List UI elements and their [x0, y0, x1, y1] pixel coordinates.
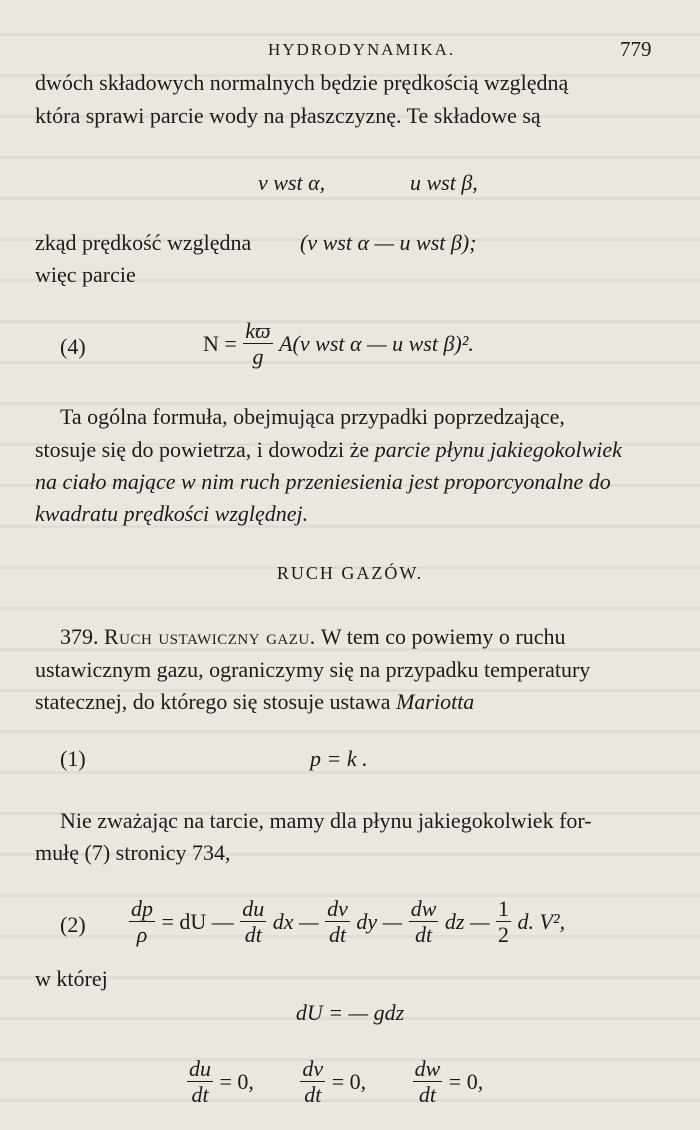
equation-4: [0, 320, 700, 376]
equation-lhs: N =: [203, 331, 237, 356]
equation-body: [186, 1058, 483, 1106]
fraction: $\frac{1}{2}$: [498, 896, 510, 947]
equation-term: = dU —: [161, 909, 234, 934]
fraction: $\frac{dw}{dt}$: [410, 896, 437, 947]
paragraph-line: w której: [35, 966, 108, 991]
equation-body: [203, 320, 474, 368]
text-span: statecznej, do którego się stosuje ustawa: [35, 689, 391, 714]
fraction: $\frac{dw}{dt}$: [414, 1056, 441, 1107]
text-span: stosuje się do powietrza, i dowodzi że: [35, 437, 370, 462]
fraction: $\frac{dp}{\rho}$: [131, 896, 153, 947]
italic-span: Mariotta: [396, 689, 475, 714]
paragraph-line: na ciało mające w nim ruch przeniesienia jest proporcyonalne do: [35, 469, 611, 494]
italic-span: parcie płynu jakiegokolwiek: [374, 437, 622, 462]
equation-body: p = k .: [310, 746, 368, 771]
equation-label: (4): [60, 334, 86, 359]
fraction: $\frac{du}{dt}$: [242, 896, 265, 947]
text-span: W tem co powiemy o ruchu: [320, 624, 566, 649]
relative-velocity-expression: (v wst α — u wst β);: [300, 230, 477, 255]
running-title: HYDRODYNAMIKA.: [268, 40, 456, 59]
paragraph-line: zkąd prędkość względna: [35, 230, 252, 255]
equation-term: dx —: [272, 909, 319, 934]
fraction: $\frac{dv}{dt}$: [302, 1056, 324, 1107]
paragraph-line: która sprawi parcie wody na płaszczyznę. Te składowe są: [35, 103, 541, 128]
paragraph-line: ustawicznym gazu, ograniczymy się na przypadku temperatury: [35, 657, 591, 682]
paragraph-line: kwadratu prędkości względnej.: [35, 501, 309, 526]
paragraph-line: [60, 624, 565, 650]
paragraph-line: więc parcie: [35, 262, 136, 287]
equation-component-b: u wst β,: [410, 170, 478, 195]
section-heading: Ruch ustawiczny gazu.: [104, 624, 316, 649]
paragraph-line: [35, 689, 474, 715]
equation-body: [128, 898, 565, 946]
equation-label: (2): [60, 912, 86, 937]
equation-component-a: v wst α,: [258, 170, 326, 195]
fraction: $\frac{dv}{dt}$: [327, 896, 348, 947]
page-number: 779: [620, 37, 652, 61]
paragraph-line: [35, 437, 622, 463]
equation-term: dy —: [356, 909, 403, 934]
fraction: $\frac{kϖ}{g}$: [245, 318, 271, 369]
equation-du: dU = — gdz: [295, 1000, 405, 1025]
paragraph-line: Ta ogólna formuła, obejmująca przypadki poprzedzające,: [60, 404, 565, 429]
section-title: RUCH GAZÓW.: [276, 563, 424, 583]
equation-zero-derivatives: [0, 1058, 700, 1114]
equation-rhs: A(v wst α — u wst β)².: [279, 331, 474, 356]
paragraph-line: dwóch składowych normalnych będzie prędkością względną: [35, 70, 569, 95]
section-number: 379.: [60, 624, 99, 649]
equation-label: (1): [60, 746, 86, 771]
paragraph-line: Nie zważając na tarcie, mamy dla płynu jakiegokolwiek for-: [60, 808, 592, 833]
equation-term: d. V²,: [517, 909, 566, 934]
equation-term: = 0,: [331, 1069, 367, 1094]
equation-term: dz —: [444, 909, 490, 934]
paragraph-line: mułę (7) stronicy 734,: [35, 840, 231, 865]
equation-term: = 0,: [219, 1069, 254, 1094]
equation-2: [0, 898, 700, 954]
fraction: $\frac{du}{dt}$: [189, 1056, 211, 1107]
equation-term: = 0,: [448, 1069, 484, 1094]
